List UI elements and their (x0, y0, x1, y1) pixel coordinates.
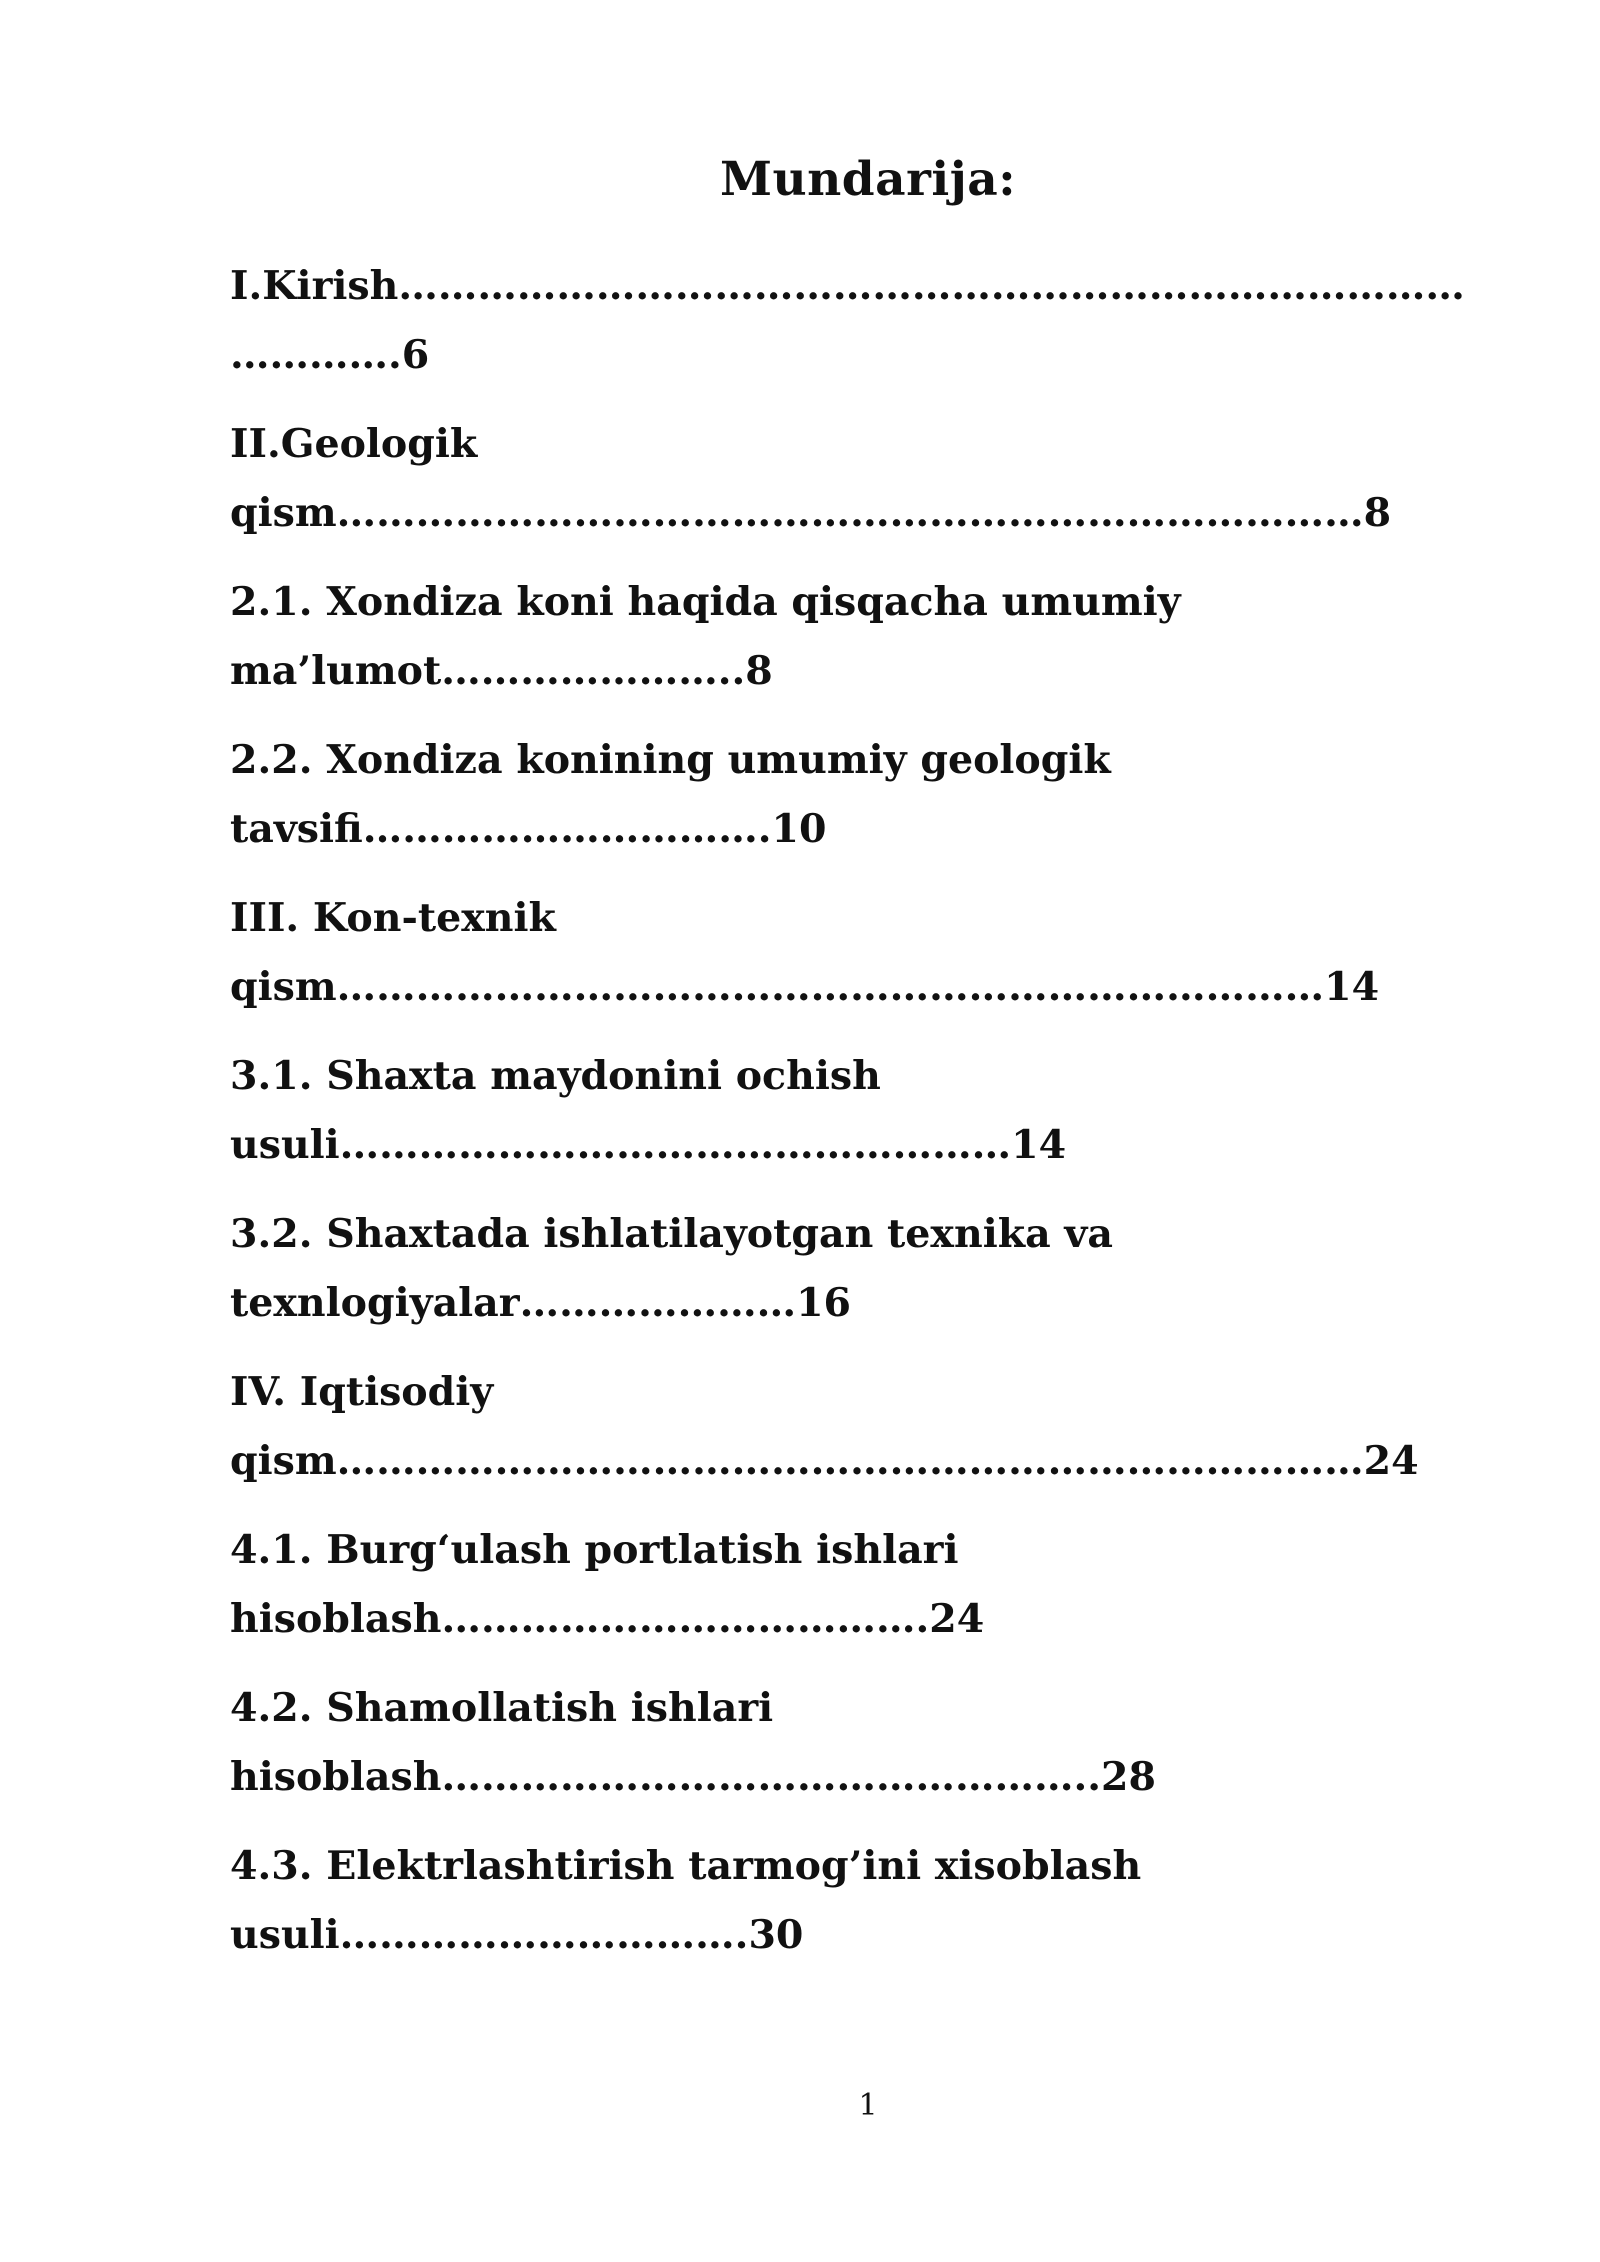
toc-entry-line: usuli……………………………………………14 (230, 1122, 1067, 1168)
toc-entry-introduction (230, 252, 1465, 390)
toc-entry-line: 2.1. Xondiza koni haqida qisqacha umumiy (230, 579, 1181, 625)
toc-entry-line: IV. Iqtisodiy (230, 1369, 494, 1415)
toc-entry-line: qism……………………………………………………………………24 (230, 1438, 1419, 1484)
toc-entry-line: qism……………………………………………………………………8 (230, 490, 1392, 536)
toc-entry-line: ma’lumot…………………..8 (230, 648, 773, 694)
toc-entry-line: II.Geologik (230, 421, 478, 467)
toc-entry-line: 2.2. Xondiza konining umumiy geologik (230, 737, 1111, 783)
toc-entry-line: 3.1. Shaxta maydonini ochish (230, 1053, 881, 1099)
toc-entry-3-2 (230, 1200, 1450, 1338)
toc-entry-line: 4.3. Elektrlashtirish tarmog’ini xisoblash (230, 1843, 1142, 1889)
toc-entry-4-2 (230, 1674, 1450, 1812)
page-title: Mundarija: (719, 152, 1017, 207)
toc-entry-3-1 (230, 1042, 1450, 1180)
toc-entry-line: texnlogiyalar…………………16 (230, 1280, 852, 1326)
toc-entry-geological-part (230, 410, 1450, 548)
page-number: 1 (858, 2088, 878, 2123)
toc-entry-2-2 (230, 726, 1450, 864)
toc-entry-line: I.Kirish……………………………………………………………………… (230, 263, 1465, 309)
toc-entry-line: hisoblash……………………………….24 (230, 1596, 985, 1642)
toc-entry-economic-part (230, 1358, 1450, 1496)
toc-entry-line: ………….6 (230, 332, 430, 378)
toc-entry-4-1 (230, 1516, 1450, 1654)
toc-entry-line: qism…………………………………………………………………14 (230, 964, 1380, 1010)
toc-entry-line: hisoblash…………………………………………..28 (230, 1754, 1156, 1800)
toc-entry-mining-technical-part (230, 884, 1450, 1022)
toc-entry-line: 4.1. Burg‘ulash portlatish ishlari (230, 1527, 959, 1573)
table-of-contents (230, 252, 1465, 1990)
toc-entry-line: usuli………………………….30 (230, 1912, 804, 1958)
toc-entry-line: 4.2. Shamollatish ishlari (230, 1685, 774, 1731)
toc-entry-line: 3.2. Shaxtada ishlatilayotgan texnika va (230, 1211, 1113, 1257)
toc-entry-4-3 (230, 1832, 1450, 1970)
toc-entry-line: III. Kon-texnik (230, 895, 556, 941)
toc-entry-2-1 (230, 568, 1450, 706)
toc-entry-line: tavsifi………………………….10 (230, 806, 827, 852)
